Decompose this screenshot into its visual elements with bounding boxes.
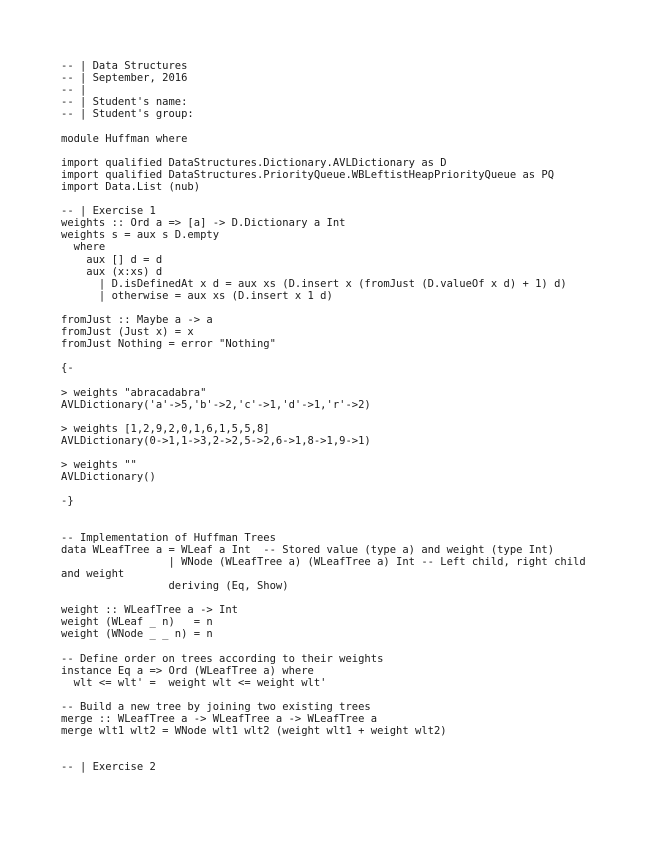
code-line: | D.isDefinedAt x d = aux xs (D.insert x (fromJust (D.valueOf x d) + 1) d) [61,277,567,290]
code-line: -- Define order on trees according to their weights [61,652,384,665]
code-line: > weights [1,2,9,2,0,1,6,1,5,5,8] [61,422,270,435]
blank-line [61,507,621,519]
code-line: AVLDictionary() [61,471,156,484]
code-line: | otherwise = aux xs (D.insert x 1 d) [61,289,333,302]
code-line: > weights "" [61,459,137,472]
code-line: -- | [61,84,87,97]
blank-line [61,689,621,701]
code-line: -- | Exercise 2 [61,761,156,774]
code-line: weight :: WLeafTree a -> Int [61,604,239,617]
code-line: instance Eq a => Ord (WLeafTree a) where [61,664,314,677]
blank-line [61,447,621,459]
blank-line [61,302,621,314]
code-line: import Data.List (nub) [61,180,201,193]
code-line: deriving (Eq, Show) [61,580,289,593]
code-line: where [61,241,106,254]
blank-line [61,749,621,761]
code-line: weight (WNode _ _ n) = n [61,628,213,641]
code-line: module Huffman where [61,132,188,145]
code-line: -- | Exercise 1 [61,205,156,218]
code-line: weights s = aux s D.empty [61,229,220,242]
blank-line [61,350,621,362]
code-line: fromJust (Just x) = x [61,326,194,339]
blank-line [61,145,621,157]
code-line: weights :: Ord a => [a] -> D.Dictionary a Int [61,217,346,230]
code-line: fromJust :: Maybe a -> a [61,313,213,326]
code-line: -- | Data Structures [61,60,188,72]
code-line: -- Build a new tree by joining two existing trees [61,700,371,713]
code-line: -- | September, 2016 [61,72,188,85]
blank-line [61,520,621,532]
code-line: -} [61,495,74,508]
code-line: | WNode (WLeafTree a) (WLeafTree a) Int -- Left child, right child [61,555,586,568]
code-line: data WLeafTree a = WLeaf a Int -- Stored value (type a) and weight (type Int) [61,543,555,556]
code-line: AVLDictionary(0->1,1->3,2->2,5->2,6->1,8->1,9->1) [61,434,371,447]
blank-line [61,193,621,205]
blank-line [61,374,621,386]
code-line: merge wlt1 wlt2 = WNode wlt1 wlt2 (weight wlt1 + weight wlt2) [61,725,447,738]
blank-line [61,737,621,749]
code-line: aux (x:xs) d [61,265,163,278]
blank-line [61,641,621,653]
code-line: > weights "abracadabra" [61,386,207,399]
code-line: import qualified DataStructures.PriorityQueue.WBLeftistHeapPriorityQueue as PQ [61,168,555,181]
code-line: {- [61,362,74,375]
code-line: weight (WLeaf _ n) = n [61,616,213,629]
code-line: import qualified DataStructures.Dictionary.AVLDictionary as D [61,156,447,169]
code-line: aux [] d = d [61,253,163,266]
code-line: and weight [61,567,125,580]
code-line: -- Implementation of Huffman Trees [61,531,276,544]
code-listing [61,60,621,774]
code-line: -- | Student's name: [61,96,188,109]
code-line: fromJust Nothing = error "Nothing" [61,338,276,351]
blank-line [61,411,621,423]
blank-line [61,592,621,604]
blank-line [61,483,621,495]
code-line: wlt <= wlt' = weight wlt <= weight wlt' [61,676,327,689]
blank-line [61,120,621,132]
code-line: merge :: WLeafTree a -> WLeafTree a -> WLeafTree a [61,713,378,726]
code-line: AVLDictionary('a'->5,'b'->2,'c'->1,'d'->1,'r'->2) [61,398,371,411]
code-line: -- | Student's group: [61,108,194,121]
